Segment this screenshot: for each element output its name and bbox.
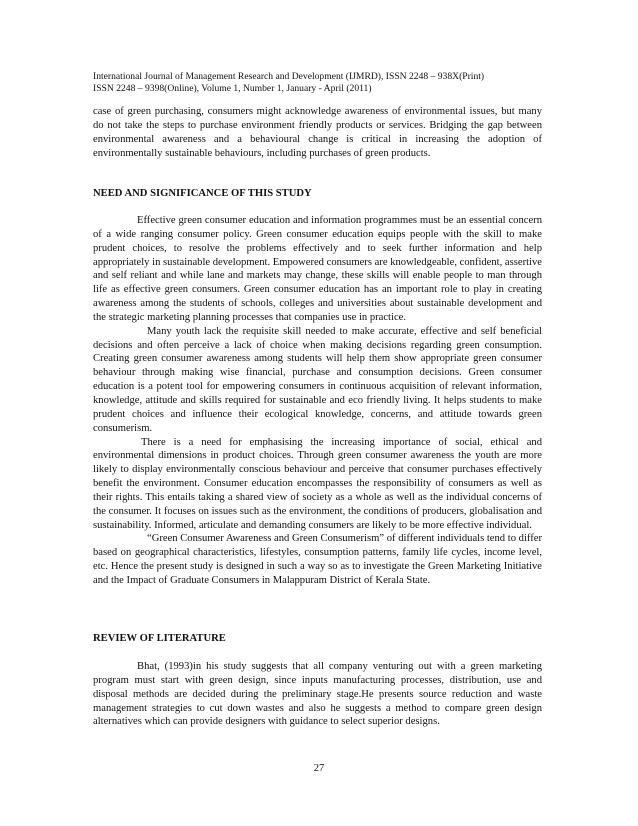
journal-header-line-2: ISSN 2248 – 9398(Online), Volume 1, Number 1, January - April (2011) (93, 83, 372, 94)
paragraph: Effective green consumer education and information programmes must be an essential concern of a wide ranging consumer policy. Green consumer education equips people with the skill to make prudent choices, to resolve the problems effectively and to seek further information and help appropriately in sustainable development. Empowered consumers are knowledgeable, confident, assertive and self reliant and while lane and markets may change, these skills will enable people to man through life as effective green consumers. Green consumer education has an important role to play in creating awareness among the students of schools, colleges and universities about sustainable development and the strategic marketing planning processes that companies use in practice. (93, 215, 542, 323)
intro-paragraph: case of green purchasing, consumers might acknowledge awareness of environmental issues, but many do not take the steps to purchase environment friendly products or services. Bridging the gap between environmental awareness and a behavioural change is critical in increasing the adoption of environmentally sustainable behaviours, including purchases of green products. (93, 106, 542, 159)
paragraph: “Green Consumer Awareness and Green Consumerism” of different individuals tend to differ based on geographical characteristics, lifestyles, consumption patterns, family life cycles, income level, etc. Hence the present study is designed in such a way so as to investigate the Green Marketing Initiative and the Impact of Graduate Consumers in Malappuram District of Kerala State. (93, 533, 542, 586)
section-review-literature-body (93, 660, 542, 729)
intro-paragraph-block (93, 105, 542, 160)
paragraph: Bhat, (1993)in his study suggests that all company venturing out with a green marketing program must start with green design, since inputs manufacturing processes, distribution, use and disposal methods are decided during the preliminary stage.He presents source reduction and waste management strategies to cut down wastes and also he suggests a method to compare green design alternatives which can provide designers with guidance to select superior designs. (93, 661, 542, 728)
section-need-significance-body (93, 214, 542, 588)
section-heading-review-literature: REVIEW OF LITERATURE (93, 633, 226, 644)
section-heading-need-significance: NEED AND SIGNIFICANCE OF THIS STUDY (93, 188, 312, 199)
paragraph: Many youth lack the requisite skill needed to make accurate, effective and self beneficial decisions and often perceive a lack of choice when making decisions regarding green consumption. Creating green consumer awareness among students will help them show appropriate green consumer behaviour through making wise financial, purchase and consumption decisions. Green consumer education is a potent tool for empowering consumers in continuous acquisition of relevant information, knowledge, attitude and skills required for sustainable and eco friendly living. It helps students to make prudent choices and influence their ecological knowledge, concerns, and attitude towards green consumerism. (93, 325, 542, 434)
journal-header-line-1: International Journal of Management Research and Development (IJMRD), ISSN 2248 – 938X(Print) (93, 71, 485, 82)
page-number: 27 (313, 763, 325, 774)
paragraph: There is a need for emphasising the increasing importance of social, ethical and environmental dimensions in product choices. Through green consumer awareness the youth are more likely to display environmentally conscious behaviour and perceive that consumer purchases effectively benefit the environment. Consumer education encompasses the responsibility of consumers as well as their rights. This entails taking a shared view of society as a whole as well as the individual concerns of the consumer. It focuses on issues such as the environment, the conditions of producers, globalisation and sustainability. Informed, articulate and demanding consumers are likely to be more effective individual. (93, 436, 542, 531)
